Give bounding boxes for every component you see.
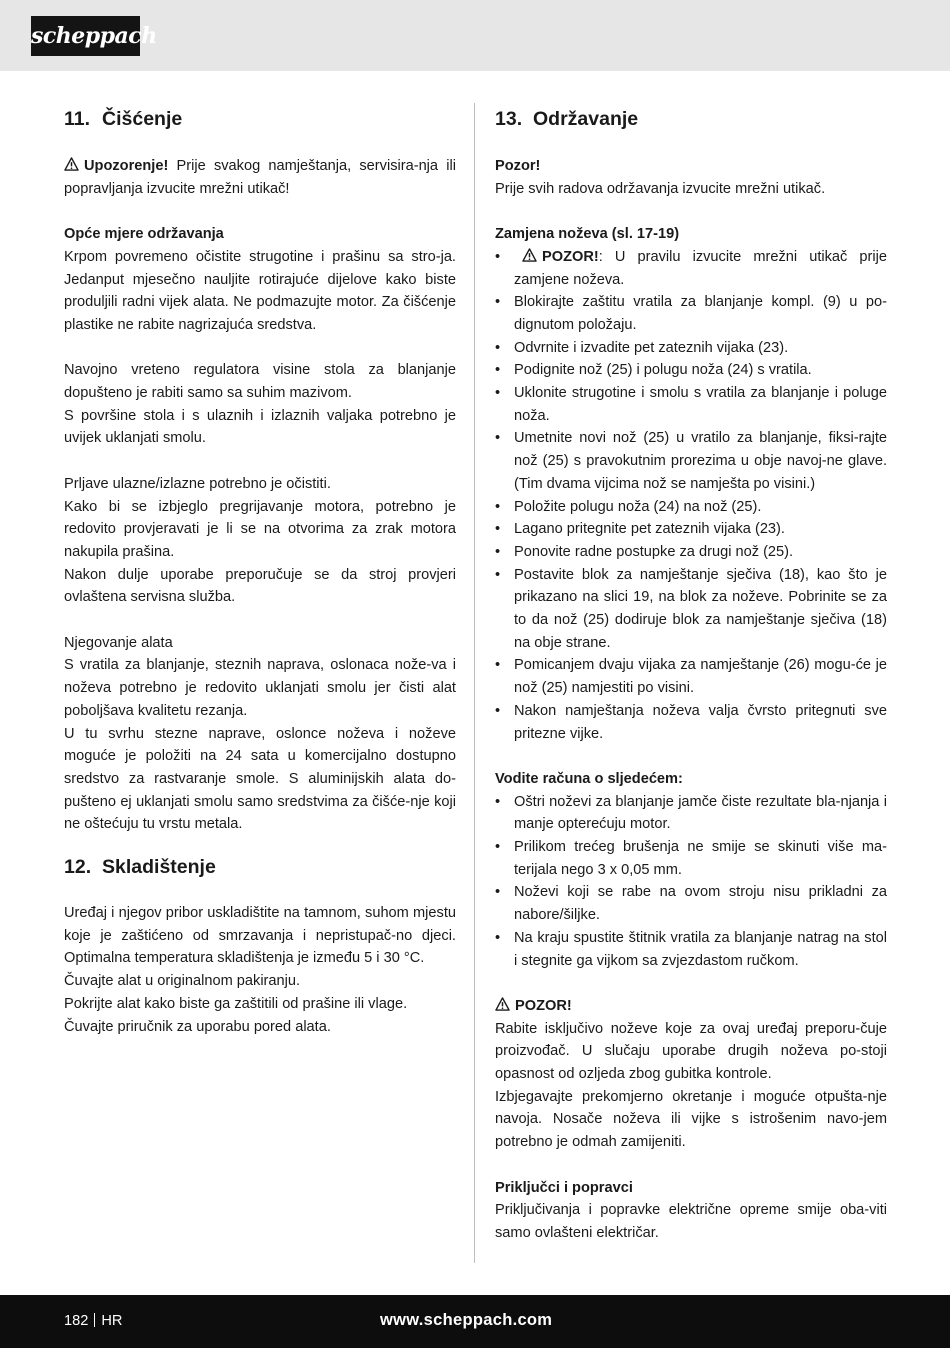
connections-text: Priključivanja i popravke električne opreme smije oba-viti samo ovlašteni električar. bbox=[495, 1202, 887, 1241]
list-item: • Noževi koji se rabe na ovom stroju nisu prikladni za nabore/šiljke. bbox=[495, 881, 887, 926]
warning-icon bbox=[522, 248, 537, 262]
caution-label: POZOR! bbox=[515, 997, 572, 1014]
list-item bbox=[495, 246, 887, 291]
list-item: • Blokirajte zaštitu vratila za blanjanje kompl. (9) u po-dignutom položaju. bbox=[495, 291, 887, 336]
list-item: • Lagano pritegnite pet zateznih vijaka (23). bbox=[495, 518, 887, 541]
attention-text: Prije svih radova održavanja izvucite mrežni utikač. bbox=[495, 180, 826, 197]
storage-2: Čuvajte alat u originalnom pakiranju. bbox=[64, 973, 301, 990]
list-item: • Umetnite novi nož (25) u vratilo za blanjanje, fiksi-rajte nož (25) s pravokutnim prorezima u obje navoj-ne glave. (Tim dvama vijcima nož se namješta po visini.) bbox=[495, 427, 887, 495]
storage-4: Čuvajte priručnik za uporabu pored alata. bbox=[64, 1018, 331, 1035]
website-url: www.scheppach.com bbox=[380, 1311, 553, 1329]
spindle-paragraph: Navojno vreteno regulatora visine stola za blanjanje dopušteno je rabiti samo sa suhim mazivom. bbox=[64, 362, 456, 401]
knife-title: Zamjena noževa (sl. 17-19) bbox=[495, 226, 680, 243]
list-item: • Položite polugu noža (24) na nož (25). bbox=[495, 496, 887, 519]
list-item: • Postavite blok za namještanje sječiva (18), kao što je prikazano na slici 19, na blok za noževe. Pobrinite se za to da nož (25) dodiruje blok za namještanje sječiva (18) na obje strane. bbox=[495, 564, 887, 655]
list-item: • Oštri noževi za blanjanje jamče čiste rezultate bla-njanja i manje opterećuju motor. bbox=[495, 791, 887, 836]
warning-label: Upozorenje! bbox=[84, 158, 169, 174]
list-item: • Na kraju spustite štitnik vratila za blanjanje natrag na stol i stegnite ga vijkom sa zvjezdastom ručkom. bbox=[495, 927, 887, 972]
section-13-heading bbox=[495, 104, 887, 134]
scheppach-logo: scheppach bbox=[31, 16, 140, 56]
caution-text-2: Izbjegavajte prekomjerno okretanje i moguće otpušta-nje navoja. Nosače noževa ili vijke s istrošenim navo-jem potrebno je odmah zamijeniti. bbox=[495, 1088, 887, 1151]
footer-bar bbox=[0, 1295, 950, 1348]
notes-list bbox=[495, 791, 887, 973]
care-text-2: U tu svrhu stezne naprave, oslonce noževa i noževe moguće je položiti na 24 sata u komercijalno dostupno sredstvo za rastvaranje smole. S aluminijskih alata do-pušteno ej uklanjati smolu samo sredstvima za čišće-nje koji ne oštećuju tu vrstu metala. bbox=[64, 725, 456, 833]
list-item: • Odvrnite i izvadite pet zateznih vijaka (23). bbox=[495, 337, 887, 360]
section-11-heading bbox=[64, 104, 456, 134]
attention-paragraph bbox=[495, 155, 887, 200]
list-item: • Nakon namještanja noževa valja čvrsto pritegnuti sve pritezne vijke. bbox=[495, 700, 887, 745]
left-column bbox=[64, 104, 456, 1038]
warning-text: Prije svakog namještanja, servisira-nja ili popravljanja izvucite mrežni utikač! bbox=[64, 158, 456, 197]
warning-icon bbox=[495, 997, 510, 1011]
caution-heading bbox=[495, 995, 887, 1018]
list-item: • Uklonite strugotine i smolu s vratila za blanjanje i poluge noža. bbox=[495, 382, 887, 427]
knife-steps-list bbox=[495, 246, 887, 745]
section-number: 11. bbox=[64, 108, 91, 130]
care-text-1: S vratila za blanjanje, steznih naprava, oslonaca nože-va i noževa potrebno je redovito uklanjati smolu jer čisti alat poboljšava kvalitetu rezanja. bbox=[64, 657, 456, 719]
language-code: HR bbox=[101, 1313, 123, 1329]
overheat-paragraph: Kako bi se izbjeglo pregrijavanje motora, potrebno je redovito provjeravati je li se na otvorima za zrak motora nakupila prašina. bbox=[64, 498, 456, 560]
knife-warning-text: : U pravilu izvucite mrežni utikač prije zamjene noževa. bbox=[514, 248, 887, 288]
general-text: Krpom povremeno očistite strugotine i prašinu sa stro-ja. Jedanput mjesečno nauljite rotirajuće dijelove kako biste produljili radni vijek alata. Ne podmazujte motor. Za čišćenje plastike ne rabite nagrizajuća sredstva. bbox=[64, 248, 456, 333]
column-divider bbox=[474, 103, 475, 1263]
storage-3: Pokrijte alat kako biste ga zaštitili od prašine ili vlage. bbox=[64, 995, 408, 1012]
divider bbox=[94, 1313, 95, 1327]
right-column bbox=[495, 104, 887, 1245]
warning-paragraph bbox=[64, 155, 456, 200]
list-item: • Podignite nož (25) i polugu noža (24) s vratila. bbox=[495, 359, 887, 382]
storage-1: Uređaj i njegov pribor uskladištite na tamnom, suhom mjestu koje je zaštićeno od smrzavanja i nepristupač-no djeci. Optimalna temperatura skladištenja je između 5 i 30 °C. bbox=[64, 905, 456, 967]
service-paragraph: Nakon dulje uporabe preporučuje se da stroj provjeri ovlaštena servisna služba. bbox=[64, 566, 456, 606]
caution-text-1: Rabite isključivo noževe koje za ovaj uređaj preporu-čuje proizvođač. U slučaju uporabe drugih noževa po-stoji opasnost od ozljeda zbog gubitka kontrole. bbox=[495, 1020, 887, 1083]
note-title: Vodite računa o sljedećem: bbox=[495, 770, 683, 787]
section-number: 13. bbox=[495, 108, 523, 130]
general-title: Opće mjere održavanja bbox=[64, 226, 224, 243]
page-number-value: 182 bbox=[64, 1313, 89, 1329]
list-item: • Ponovite radne postupke za drugi nož (25). bbox=[495, 541, 887, 564]
general-maintenance bbox=[64, 223, 456, 337]
dirty-paragraph: Prljave ulazne/izlazne potrebno je očistiti. bbox=[64, 475, 331, 492]
knife-warning-label: POZOR! bbox=[542, 248, 599, 265]
attention-label: Pozor! bbox=[495, 158, 541, 174]
list-item: • Prilikom trećeg brušenja ne smije se skinuti više ma-terijala nego 3 x 0,05 mm. bbox=[495, 836, 887, 881]
list-item: • Pomicanjem dvaju vijaka za namještanje (26) mogu-će je nož (25) namjestiti po visini. bbox=[495, 654, 887, 699]
section-title: Održavanje bbox=[533, 108, 639, 130]
header-bar bbox=[0, 0, 950, 71]
section-number: 12. bbox=[64, 856, 92, 879]
connections-title: Priključci i popravci bbox=[495, 1179, 633, 1196]
section-12-heading bbox=[64, 852, 456, 882]
page-number bbox=[64, 1310, 122, 1332]
section-title: Čišćenje bbox=[102, 108, 183, 130]
section-title: Skladištenje bbox=[102, 856, 216, 879]
table-paragraph: S površine stola i s ulaznih i izlaznih valjaka potrebno je uvijek uklanjati smolu. bbox=[64, 407, 456, 447]
care-title: Njegovanje alata bbox=[64, 634, 173, 651]
warning-icon bbox=[64, 157, 79, 171]
